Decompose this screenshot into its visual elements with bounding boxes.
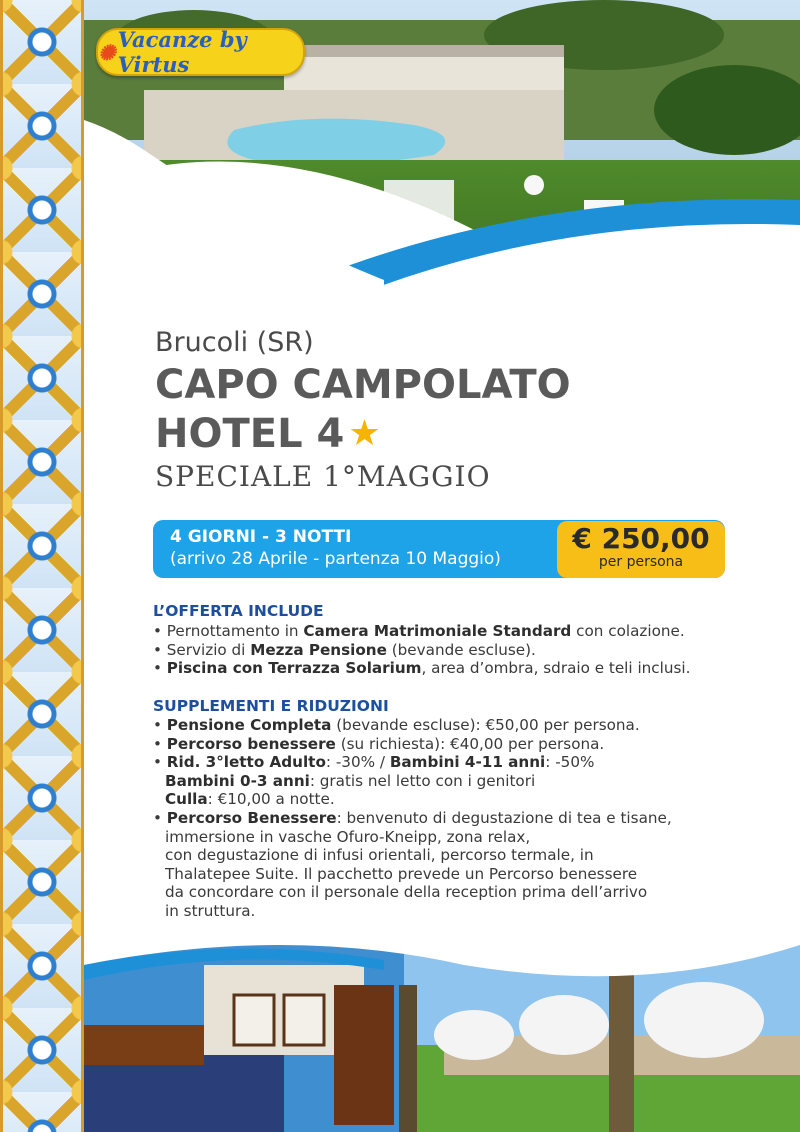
includes-list xyxy=(153,622,753,678)
supplement-item: • Pensione Completa (bevande escluse): €50,00 per persona. xyxy=(153,716,640,734)
hotel-room-and-garden-photo xyxy=(84,925,800,1132)
hotel-name-line1: CAPO CAMPOLATO xyxy=(155,362,571,408)
hotel-category: HOTEL 4 xyxy=(155,411,345,457)
supplement-text: immersione in vasche Ofuro-Kneipp, zona relax, xyxy=(165,827,531,846)
supplement-text: da concordare con il personale della reception prima dell’arrivo xyxy=(165,883,648,902)
offer-subtitle: SPECIALE 1°MAGGIO xyxy=(155,460,491,493)
decorative-tile-border xyxy=(0,0,84,1132)
supplement-item: Culla: €10,00 a notte. xyxy=(165,790,335,809)
supplement-text: con degustazione di infusi orientali, percorso termale, in xyxy=(165,846,594,865)
supplement-text: in struttura. xyxy=(165,901,256,920)
location-label: Brucoli (SR) xyxy=(155,327,314,358)
vacanze-by-virtus-logo xyxy=(96,28,305,76)
supplement-item: • Percorso Benessere: benvenuto di degustazione di tea e tisane, xyxy=(153,808,672,827)
offer-duration: 4 GIORNI - 3 NOTTI xyxy=(170,527,352,547)
price-note: per persona xyxy=(598,554,684,570)
hotel-name-line2 xyxy=(155,411,381,457)
offer-dates: (arrivo 28 Aprile - partenza 10 Maggio) xyxy=(170,549,501,569)
logo-text: Vacanze by Virtus xyxy=(117,27,247,77)
supplement-item: • Rid. 3°letto Adulto: -30% / Bambini 4-11 anni: -50% xyxy=(153,753,595,772)
includes-item: • Piscina con Terrazza Solarium, area d’ombra, sdraio e teli inclusi. xyxy=(153,659,691,678)
supplement-text: Thalatepee Suite. Il pacchetto prevede un Percorso benessere xyxy=(165,864,638,883)
supplement-item: Bambini 0-3 anni: gratis nel letto con i genitori xyxy=(165,771,536,790)
includes-title: L’OFFERTA INCLUDE xyxy=(153,602,324,620)
star-icon: ★ xyxy=(348,413,381,454)
sun-icon: ✺ xyxy=(98,39,116,65)
supplements-list xyxy=(153,716,753,921)
supplement-item: • Percorso benessere (su richiesta): €40,00 per persona. xyxy=(153,734,605,753)
price-badge xyxy=(557,521,725,578)
includes-item: • Pernottamento in Camera Matrimoniale Standard con colazione. xyxy=(153,622,685,640)
supplements-title: SUPPLEMENTI E RIDUZIONI xyxy=(153,697,389,715)
price-amount: € 250,00 xyxy=(572,522,710,555)
includes-item: • Servizio di Mezza Pensione (bevande escluse). xyxy=(153,640,536,659)
